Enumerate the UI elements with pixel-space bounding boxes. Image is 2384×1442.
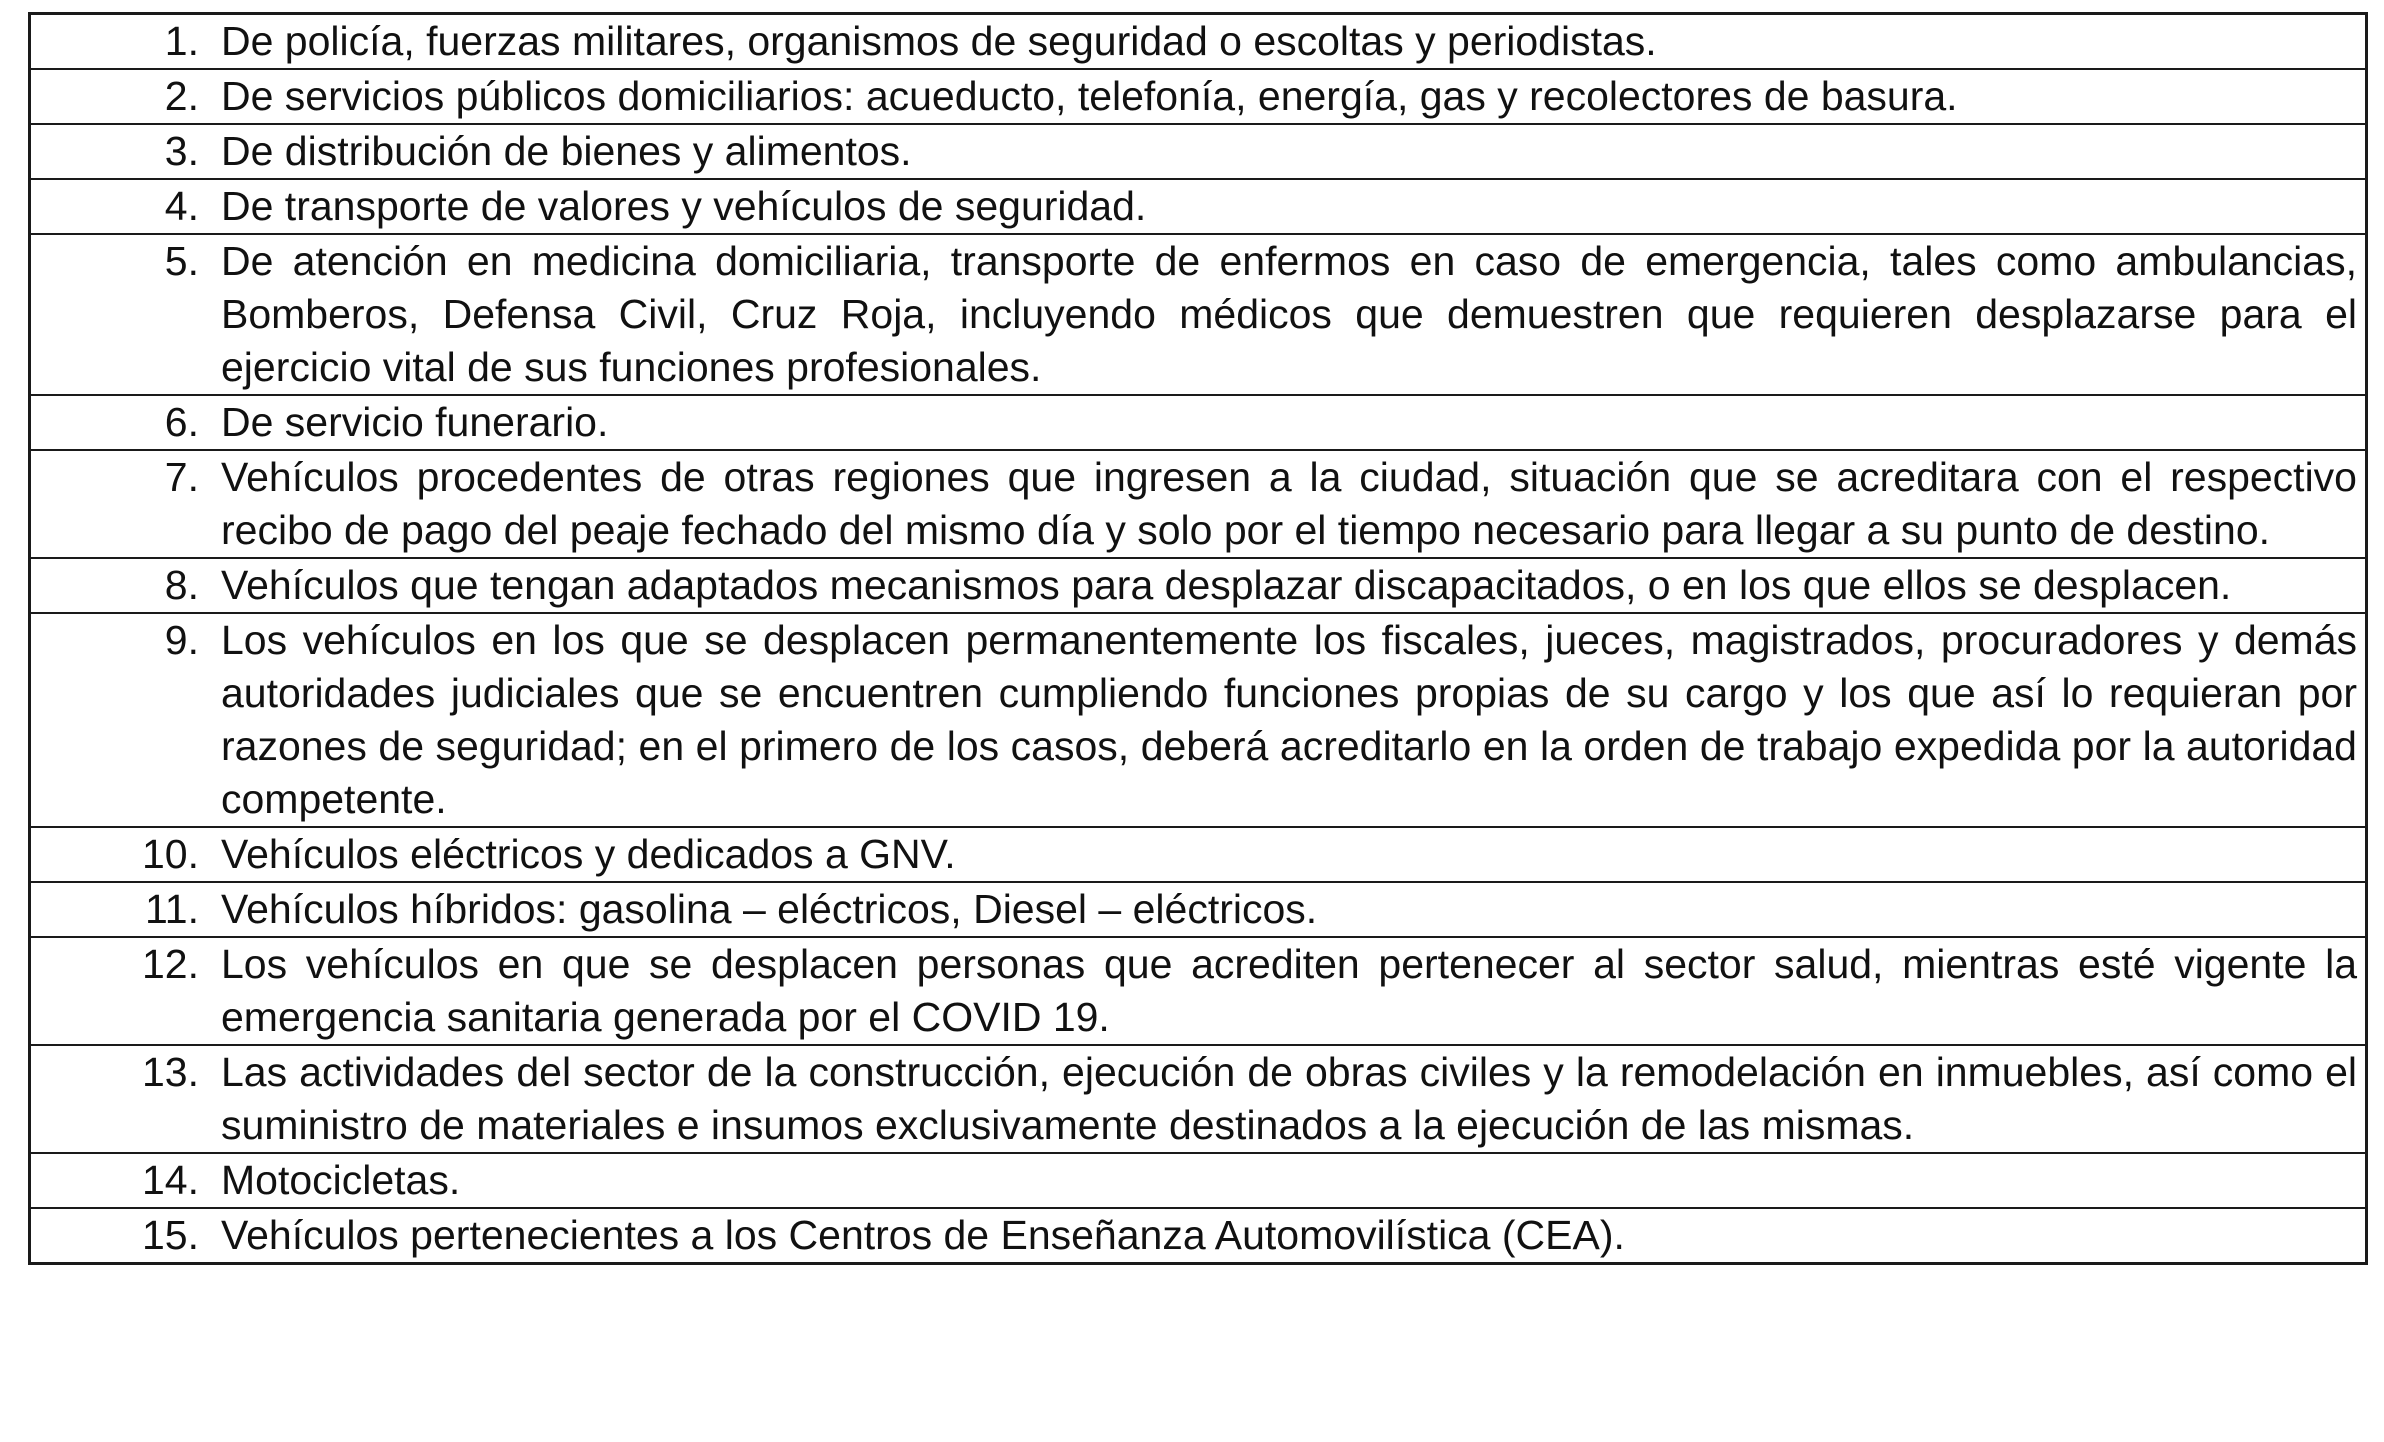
item-number: 14.: [142, 1157, 199, 1203]
table-row: [30, 827, 2367, 882]
item-text: Las actividades del sector de la construcción, ejecución de obras civiles y la remodelación en inmuebles, así como el suministro de materiales e insumos exclusivamente destinados a la ejecución de las mismas.: [221, 1049, 2357, 1148]
item-number: 3.: [164, 128, 199, 174]
item-number: 5.: [164, 238, 199, 284]
table-row: [30, 937, 2367, 1045]
item-text: Vehículos procedentes de otras regiones que ingresen a la ciudad, situación que se acreditara con el respectivo recibo de pago del peaje fechado del mismo día y solo por el tiempo necesario para llegar a su punto de destino.: [221, 454, 2357, 553]
item-text: De servicio funerario.: [221, 399, 609, 445]
table-row: [30, 1153, 2367, 1208]
item-number: 1.: [164, 18, 199, 64]
item-text: Motocicletas.: [221, 1157, 461, 1203]
item-number: 10.: [142, 831, 199, 877]
item-text: De atención en medicina domiciliaria, transporte de enfermos en caso de emergencia, tales como ambulancias, Bomberos, Defensa Civil, Cruz Roja, incluyendo médicos que demuestren que requieren desplazarse para el ejercicio vital de sus funciones profesionales.: [221, 238, 2357, 390]
item-number: 4.: [164, 183, 199, 229]
table-row: [30, 450, 2367, 558]
item-number: 9.: [164, 617, 199, 663]
table-row: [30, 69, 2367, 124]
table-row: [30, 1208, 2367, 1264]
item-number: 2.: [164, 73, 199, 119]
item-text: Vehículos híbridos: gasolina – eléctricos, Diesel – eléctricos.: [221, 886, 1318, 932]
item-text: Vehículos eléctricos y dedicados a GNV.: [221, 831, 956, 877]
table-row: [30, 234, 2367, 395]
table-row: [30, 882, 2367, 937]
item-number: 12.: [142, 941, 199, 987]
item-text: Vehículos que tengan adaptados mecanismos para desplazar discapacitados, o en los que ellos se desplacen.: [221, 562, 2232, 608]
item-text: De transporte de valores y vehículos de seguridad.: [221, 183, 1147, 229]
item-number: 15.: [142, 1212, 199, 1258]
item-text: De policía, fuerzas militares, organismos de seguridad o escoltas y periodistas.: [221, 18, 1657, 64]
item-number: 8.: [164, 562, 199, 608]
table-row: [30, 179, 2367, 234]
table-row: [30, 395, 2367, 450]
exceptions-table: [28, 12, 2368, 1265]
item-number: 6.: [164, 399, 199, 445]
item-text: Los vehículos en que se desplacen personas que acrediten pertenecer al sector salud, mientras esté vigente la emergencia sanitaria generada por el COVID 19.: [221, 941, 2357, 1040]
item-text: De servicios públicos domiciliarios: acueducto, telefonía, energía, gas y recolectores de basura.: [221, 73, 1958, 119]
item-text: Los vehículos en los que se desplacen permanentemente los fiscales, jueces, magistrados, procuradores y demás autoridades judiciales que se encuentren cumpliendo funciones propias de su cargo y los que así lo requieran por razones de seguridad; en el primero de los casos, deberá acreditarlo en la orden de trabajo expedida por la autoridad competente.: [221, 617, 2357, 822]
table-row: [30, 558, 2367, 613]
item-text: Vehículos pertenecientes a los Centros de Enseñanza Automovilística (CEA).: [221, 1212, 1625, 1258]
table-row: [30, 1045, 2367, 1153]
item-text: De distribución de bienes y alimentos.: [221, 128, 912, 174]
table-row: [30, 613, 2367, 827]
item-number: 11.: [145, 886, 199, 932]
item-number: 13.: [142, 1049, 199, 1095]
item-number: 7.: [164, 454, 199, 500]
table-row: [30, 14, 2367, 70]
table-row: [30, 124, 2367, 179]
